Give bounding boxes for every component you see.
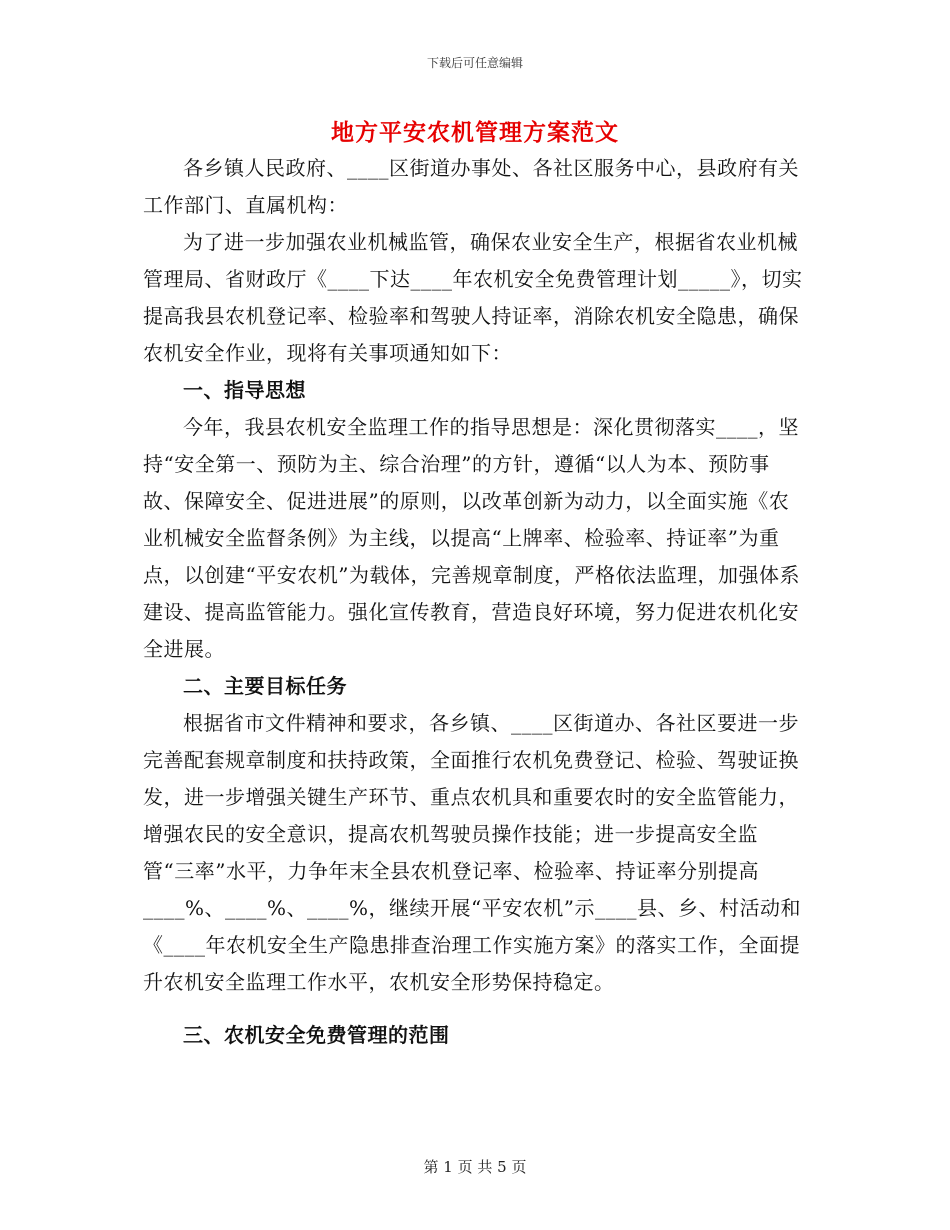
page-number-footer: 第 1 页 共 5 页 [423,1158,527,1176]
paragraph-addressees: 各乡镇人民政府、____区街道办事处、各社区服务中心，县政府有关工作部门、直属机构： [143,156,799,217]
paragraph-guiding-ideology: 今年，我县农机安全监理工作的指导思想是：深化贯彻落实____，坚持“安全第一、预防为主、综合治理”的方针，遵循“以人为本、预防事故、保障安全、促进进展”的原则，以改革创新为动力，以全面实施《农业机械安全监督条例》为主线，以提高“上牌率、检验率、持证率”为重点，以创建“平安农机”为载体，完善规章制度，严格依法监理，加强体系建设、提高监管能力。强化宣传教育，营造良好环境，努力促进农机化安全进展。 [143,415,800,661]
paragraph-main-goals: 根据省市文件精神和要求，各乡镇、____区街道办、各社区要进一步完善配套规章制度和扶持政策，全面推行农机免费登记、检验、驾驶证换发，进一步增强关键生产环节、重点农机具和重要农时的安全监管能力，增强农民的安全意识，提高农机驾驶员操作技能；进一步提高安全监管“三率”水平，力争年末全县农机登记率、检验率、持证率分别提高____%、____%、____%，继续开展“平安农机”示____县、乡、村活动和《____年农机安全生产隐患排查治理工作实施方案》的落实工作，全面提升农机安全监理工作水平，农机安全形势保持稳定。 [143,711,801,994]
section-heading-scope: 三、农机安全免费管理的范围 [183,1023,450,1047]
section-heading-guiding-ideology: 一、指导思想 [183,378,306,402]
document-body [143,150,809,1054]
paragraph-intro: 为了进一步加强农业机械监管，确保农业安全生产，根据省农业机械管理局、省财政厅《____下达____年农机安全免费管理计划_____》，切实提高我县农机登记率、检验率和驾驶人持证率，消除农机安全隐患，确保农机安全作业，现将有关事项通知如下： [143,230,803,365]
section-heading-main-goals: 二、主要目标任务 [183,674,347,698]
header-note: 下载后可任意编辑 [426,56,523,70]
document-title: 地方平安农机管理方案范文 [331,119,619,146]
